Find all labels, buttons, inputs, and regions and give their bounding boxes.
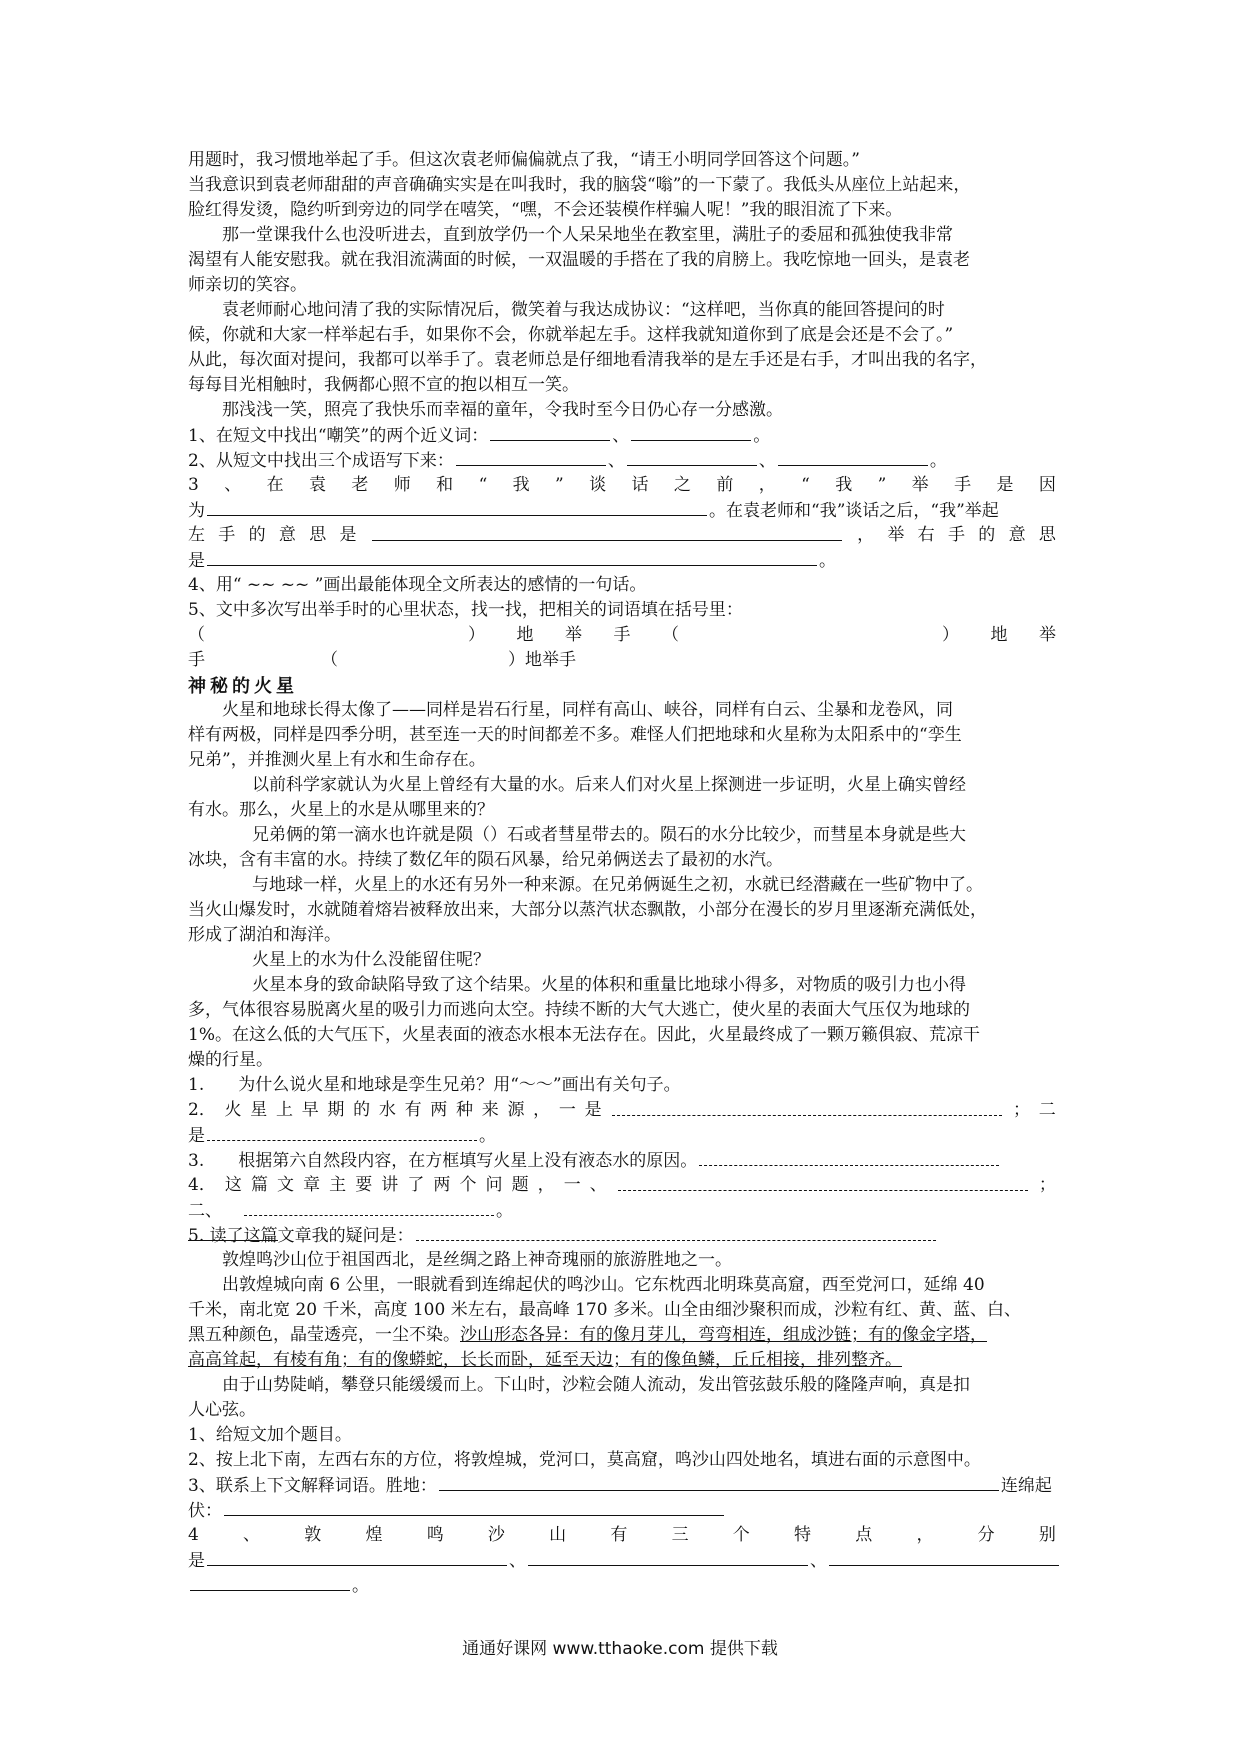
answer-blank[interactable] xyxy=(631,423,751,441)
answer-blank[interactable] xyxy=(207,1123,477,1141)
underlined-sentence: 高高耸起，有棱有角；有的像蟒蛇，长长而卧，延至天边；有的像鱼鳞，丘丘相接，排列整齐。 xyxy=(188,1350,902,1370)
answer-blank[interactable] xyxy=(439,1473,999,1491)
p3-line: 由于山势陡峭，攀登只能缓缓而上。下山时，沙粒会随人流动，发出管弦鼓乐般的隆隆声响，真是扣 xyxy=(222,1375,970,1395)
p2-line: 多，气体很容易脱离火星的吸引力而逃向太空。持续不断的大气大逃亡，使火星的表面大气压仅为地球的 xyxy=(188,1000,970,1020)
p1-question-2: 2、从短文中找出三个成语写下来： 、 、 。 xyxy=(188,448,1056,474)
p2-line: 形成了湖泊和海洋。 xyxy=(188,925,341,945)
p1-line: 那一堂课我什么也没听进去，直到放学仍一个人呆呆地坐在教室里，满肚子的委屈和孤独使我非常 xyxy=(222,225,953,245)
p3-question-4-line2: 是 、 、 xyxy=(188,1548,1056,1574)
p3-question-2: 2、按上北下南，左西右东的方位，将敦煌城，党河口，莫高窟，鸣沙山四处地名，填进右面的示意图中。 xyxy=(188,1450,981,1470)
underlined-sentence: 沙山形态各异：有的像月芽儿，弯弯相连，组成沙链；有的像金字塔， xyxy=(460,1325,987,1345)
answer-blank[interactable] xyxy=(612,1098,1002,1116)
p1-line: 师亲切的笑容。 xyxy=(188,275,307,295)
p1-line: 用题时，我习惯地举起了手。但这次袁老师偏偏就点了我，“请王小明同学回答这个问题。” xyxy=(188,150,860,170)
answer-blank[interactable] xyxy=(224,1498,724,1516)
p2-line: 与地球一样，火星上的水还有另外一种来源。在兄弟俩诞生之初，水就已经潜藏在一些矿物中了。 xyxy=(252,875,983,895)
p2-line: 有水。那么，火星上的水是从哪里来的？ xyxy=(188,800,494,820)
p1-line: 候，你就和大家一样举起右手，如果你不会，你就举起左手。这样我就知道你到了底是会还是不会了。” xyxy=(188,325,954,345)
p1-question-5-line1: （ ） 地 举 手 （ ） 地 举 xyxy=(188,623,1056,648)
p3-question-1: 1、给短文加个题目。 xyxy=(188,1425,352,1445)
p3-line xyxy=(188,1348,1056,1373)
p2-line: 兄弟俩的第一滴水也许就是陨（）石或者彗星带去的。陨石的水分比较少，而彗星本身就是些大 xyxy=(252,825,966,845)
p2-question-5: 5. 读了这篇文章我的疑问是： xyxy=(188,1223,1056,1249)
p1-line: 从此，每次面对提问，我都可以举手了。袁老师总是仔细地看清我举的是左手还是右手，才叫出我的名字， xyxy=(188,350,987,370)
p1-line: 那浅浅一笑，照亮了我快乐而幸福的童年，令我时至今日仍心存一分感激。 xyxy=(222,400,783,420)
p1-question-3-line2: 为 。在袁老师和“我”谈话之后，“我”举起 xyxy=(188,498,1056,524)
p2-line: 火星本身的致命缺陷导致了这个结果。火星的体积和重量比地球小得多，对物质的吸引力也小得 xyxy=(252,975,966,995)
answer-blank[interactable] xyxy=(490,423,610,441)
p1-line: 渴望有人能安慰我。就在我泪流满面的时候，一双温暖的手搭在了我的肩膀上。我吃惊地一回头，是袁老 xyxy=(188,250,970,270)
p2-line: 兄弟”，并推测火星上有水和生命存在。 xyxy=(188,750,486,770)
p1-question-1: 1、在短文中找出“嘲笑”的两个近义词： 、 。 xyxy=(188,423,1056,449)
p1-line: 当我意识到袁老师甜甜的声音确确实实是在叫我时，我的脑袋“嗡”的一下蒙了。我低头从座位上站起来， xyxy=(188,175,971,195)
passage-title: 神秘的火星 xyxy=(188,676,298,697)
p1-question-3-line1: 3 、 在 袁 老 师 和 “ 我 ” 谈 话 之 前 ， “ 我 ” 举 手 是 因 xyxy=(188,475,1056,495)
answer-blank[interactable] xyxy=(416,1223,936,1241)
p1-question-4: 4、用“ ~~ ~~ ”画出最能体现全文所表达的感情的一句话。 xyxy=(188,575,647,595)
p2-question-4-line1: 4． 这 篇 文 章 主 要 讲 了 两 个 问 题 ， 一 、 ； xyxy=(188,1175,1056,1195)
p1-line: 袁老师耐心地问清了我的实际情况后，微笑着与我达成协议：“这样吧，当你真的能回答提问的时 xyxy=(222,300,945,320)
p3-line: 千米，南北宽 20 千米，高度 100 米左右，最高峰 170 多米。山全由细沙聚积而成，沙粒有红、黄、蓝、白、 xyxy=(188,1300,1021,1320)
p2-line: 当火山爆发时，水就随着熔岩被释放出来，大部分以蒸汽状态飘散，小部分在漫长的岁月里逐渐充满低处， xyxy=(188,900,987,920)
p1-line: 脸红得发烫，隐约听到旁边的同学在嘻笑，“嘿，不会还装模作样骗人呢！”我的眼泪流了下来。 xyxy=(188,200,903,220)
p3-line: 出敦煌城向南 6 公里，一眼就看到连绵起伏的鸣沙山。它东枕西北明珠莫高窟，西至党河口，延绵 40 xyxy=(222,1275,985,1295)
answer-blank[interactable] xyxy=(207,498,707,516)
p3-line: 黑五种颜色，晶莹透亮，一尘不染。沙山形态各异：有的像月芽儿，弯弯相连，组成沙链；有的像金字塔， xyxy=(188,1325,987,1345)
p2-question-3: 3. 根据第六自然段内容，在方框填写火星上没有液态水的原因。 xyxy=(188,1148,1056,1174)
p1-question-3-line4: 是 。 xyxy=(188,548,1056,574)
p2-line: 冰块，含有丰富的水。持续了数亿年的陨石风暴，给兄弟俩送去了最初的水汽。 xyxy=(188,850,783,870)
p2-question-4-line2: 二、 。 xyxy=(188,1198,1056,1224)
p2-line: 以前科学家就认为火星上曾经有大量的水。后来人们对火星上探测进一步证明，火星上确实曾经 xyxy=(252,775,966,795)
p2-line: 火星和地球长得太像了——同样是岩石行星，同样有高山、峡谷，同样有白云、尘暴和龙卷风，同 xyxy=(222,700,953,720)
answer-blank[interactable] xyxy=(456,448,606,466)
p3-question-3-line1: 3、联系上下文解释词语。胜地： 连绵起 xyxy=(188,1473,1056,1499)
p1-line: 每每目光相触时，我俩都心照不宣的抱以相互一笑。 xyxy=(188,375,579,395)
answer-paren-space[interactable] xyxy=(711,623,911,648)
page-footer: 通通好课网 www.tthaoke.com 提供下载 xyxy=(462,1639,778,1659)
p2-question-2-line1: 2． 火 星 上 早 期 的 水 有 两 种 来 源 ， 一 是 ； 二 xyxy=(188,1100,1056,1120)
answer-blank[interactable] xyxy=(699,1148,999,1166)
answer-blank[interactable] xyxy=(618,1173,1028,1191)
p2-line: 1%。在这么低的大气压下，火星表面的液态水根本无法存在。因此，火星最终成了一颗万籁俱寂、荒凉干 xyxy=(188,1025,980,1045)
answer-blank[interactable] xyxy=(829,1548,1059,1566)
answer-blank[interactable] xyxy=(627,448,757,466)
p1-question-5-line2: 手 （ ）地举手 xyxy=(188,650,576,670)
section-divider xyxy=(188,1240,278,1241)
answer-blank[interactable] xyxy=(207,1548,507,1566)
answer-paren-space[interactable] xyxy=(237,623,437,648)
p1-question-3-line3: 左 手 的 意 思 是 ， 举 右 手 的 意 思 xyxy=(188,525,1056,545)
p2-question-1: 1. 为什么说火星和地球是孪生兄弟？用“～～”画出有关句子。 xyxy=(188,1075,681,1095)
answer-blank[interactable] xyxy=(372,523,842,541)
p2-line: 燥的行星。 xyxy=(188,1050,273,1070)
answer-blank[interactable] xyxy=(207,548,817,566)
answer-blank[interactable] xyxy=(778,448,928,466)
answer-blank[interactable] xyxy=(528,1548,808,1566)
p2-line: 火星上的水为什么没能留住呢？ xyxy=(252,950,490,970)
p3-line: 人心弦。 xyxy=(188,1400,256,1420)
p2-line: 样有两极，同样是四季分明，甚至连一天的时间都差不多。难怪人们把地球和火星称为太阳系中的“孪生 xyxy=(188,725,962,745)
p3-question-4-line1: 4 、 敦 煌 鸣 沙 山 有 三 个 特 点 ， 分 别 xyxy=(188,1525,1056,1545)
p3-question-4-line3: 。 xyxy=(188,1573,1056,1599)
p3-line: 敦煌鸣沙山位于祖国西北，是丝绸之路上神奇瑰丽的旅游胜地之一。 xyxy=(222,1250,732,1270)
p2-question-2-line2: 是 。 xyxy=(188,1123,1056,1149)
answer-blank[interactable] xyxy=(244,1198,494,1216)
answer-blank[interactable] xyxy=(190,1573,350,1591)
p3-question-3-line2: 伏： xyxy=(188,1498,1056,1524)
p1-question-5: 5、文中多次写出举手时的心里状态，找一找，把相关的词语填在括号里： xyxy=(188,600,743,620)
